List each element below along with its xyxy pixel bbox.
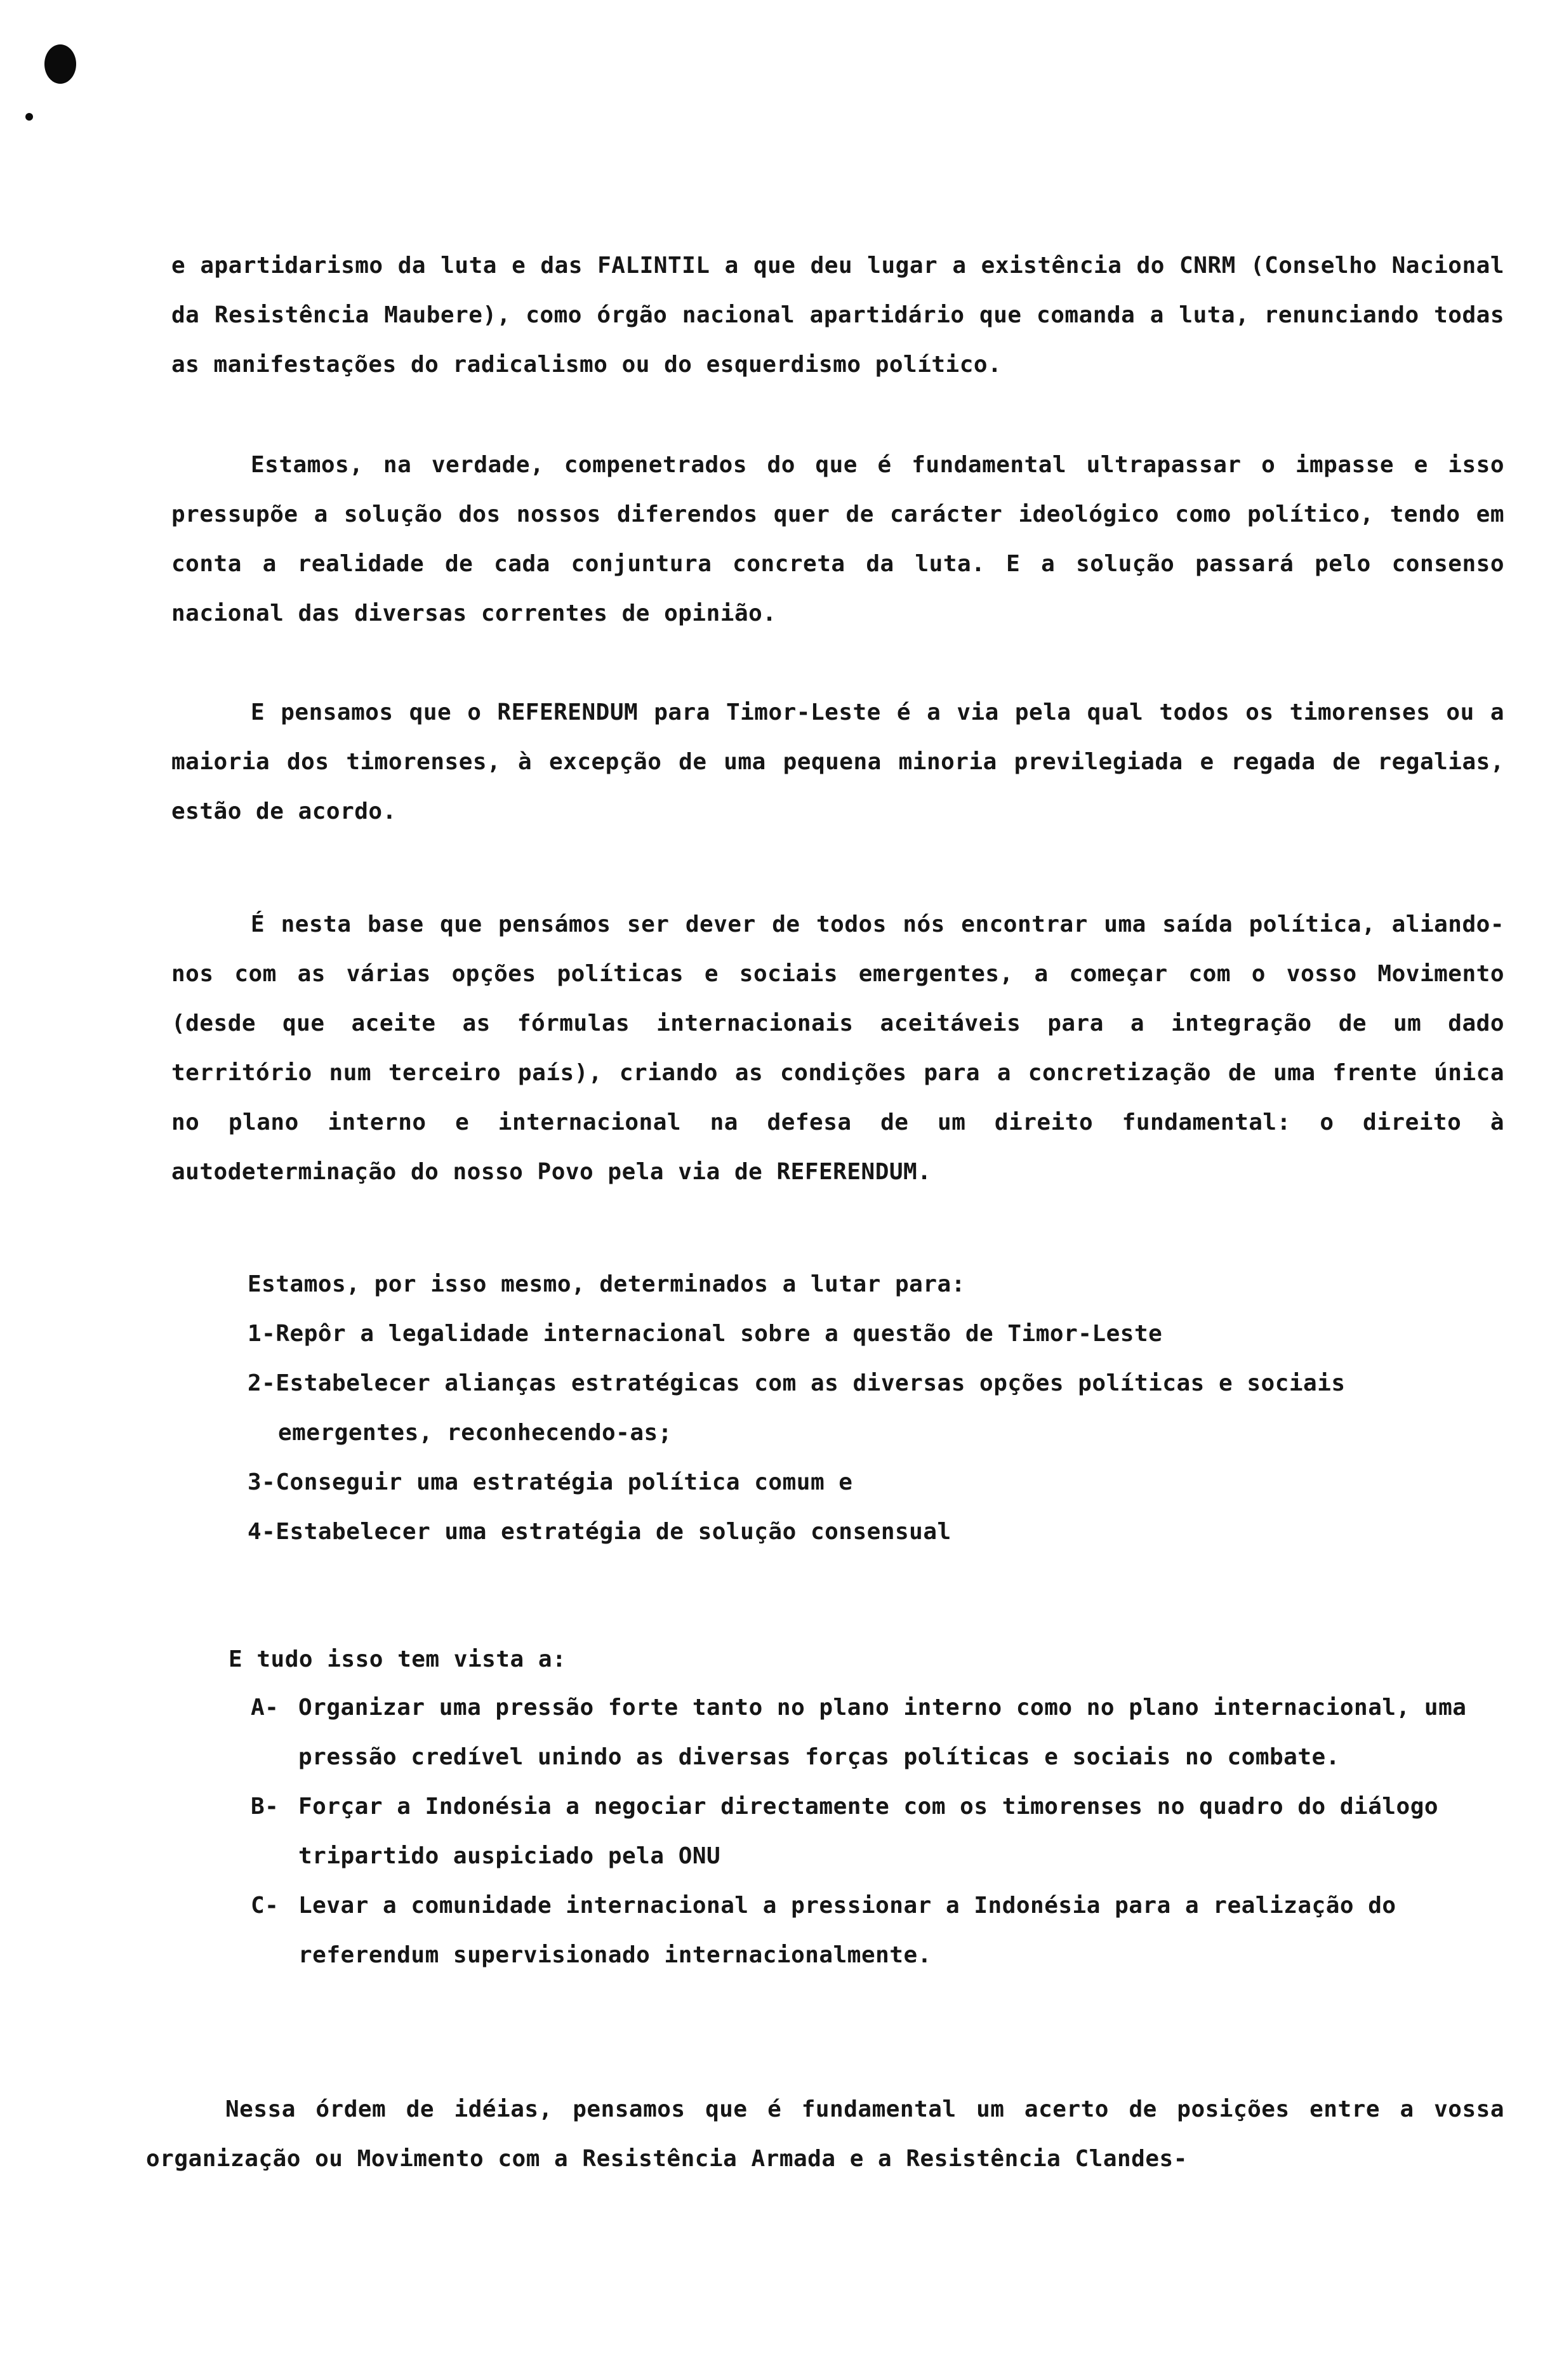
aims-intro: E tudo isso tem vista a:: [229, 1646, 567, 1672]
aim-item-c: [251, 1881, 1504, 1980]
goal-item-4-text: 4-Estabelecer uma estratégia de solução consensual: [248, 1519, 951, 1545]
goal-item-2-text: 2-Estabelecer alianças estratégicas com as diversas opções políticas e sociais: [248, 1370, 1346, 1396]
ink-blot: [44, 44, 76, 84]
aim-item-b-text: Forçar a Indonésia a negociar directamente com os timorenses no quadro do diálogo tripartido auspiciado pela ONU: [298, 1794, 1439, 1869]
aim-item-a: [251, 1683, 1504, 1782]
aim-item-c-text: Levar a comunidade internacional a pressionar a Indonésia para a realização do referendum supervisionado internacionalmente.: [298, 1893, 1396, 1968]
goal-item-2: [248, 1359, 1504, 1458]
goals-intro: Estamos, por isso mesmo, determinados a lutar para:: [248, 1271, 965, 1297]
paragraph-4-block: [171, 900, 1504, 1197]
paragraph-3-block: [171, 688, 1504, 836]
aim-item-c-marker: C-: [251, 1893, 279, 1919]
aim-item-b: [251, 1782, 1504, 1881]
aim-item-b-marker: B-: [251, 1794, 279, 1820]
goal-item-1-text: 1-Repôr a legalidade internacional sobre a questão de Timor-Leste: [248, 1321, 1163, 1347]
paragraph-2: Estamos, na verdade, compenetrados do que é fundamental ultrapassar o impasse e isso pressupõe a solução dos nossos diferendos quer de carácter ideológico como político, tendo em conta a realidade de cada conjuntura concreta da luta. E a solução passará pelo consenso nacional das diversas correntes de opinião.: [171, 452, 1504, 626]
paragraph-1-block: [171, 241, 1504, 390]
aim-item-a-text: Organizar uma pressão forte tanto no plano interno como no plano internacional, uma pressão credível unindo as diversas forças políticas e sociais no combate.: [298, 1695, 1467, 1770]
goal-item-2-continuation: emergentes, reconhecendo-as;: [278, 1420, 672, 1446]
goals-list: [248, 1260, 1504, 1557]
goal-item-3: [248, 1458, 1504, 1507]
aim-item-a-marker: A-: [251, 1695, 279, 1721]
paragraph-3: E pensamos que o REFERENDUM para Timor-Leste é a via pela qual todos os timorenses ou a maioria dos timorenses, à excepção de uma pequena minoria previlegiada e regada de regalias, estão de acordo.: [171, 699, 1504, 824]
paragraph-4: É nesta base que pensámos ser dever de todos nós encontrar uma saída política, aliando-nos com as várias opções políticas e sociais emergentes, a começar com o vosso Movimento (desde que aceite as fórmulas internacionais aceitáveis para a integração de um dado território num terceiro país), criando as condições para a concretização de uma frente única no plano interno e internacional na defesa de um direito fundamental: o direito à autodeterminação do nosso Povo pela via de REFERENDUM.: [171, 911, 1504, 1185]
aims-intro-block: [229, 1635, 1498, 1684]
paragraph-2-block: [171, 440, 1504, 638]
ink-speck: [25, 113, 33, 121]
goal-item-3-text: 3-Conseguir uma estratégia política comum e: [248, 1469, 853, 1495]
aims-list: [251, 1683, 1504, 1980]
closing-paragraph: Nessa órdem de idéias, pensamos que é fundamental um acerto de posições entre a vossa organização ou Movimento com a Resistência Armada e a Resistência Clandes-: [146, 2096, 1504, 2172]
closing-block: [146, 2085, 1504, 2184]
goal-item-4: [248, 1507, 1504, 1557]
goal-item-1: [248, 1309, 1504, 1359]
paragraph-1: e apartidarismo da luta e das FALINTIL a que deu lugar a existência do CNRM (Conselho Nacional da Resistência Maubere), como órgão nacional apartidário que comanda a luta, renunciando todas as manifestações do radicalismo ou do esquerdismo político.: [171, 253, 1504, 378]
